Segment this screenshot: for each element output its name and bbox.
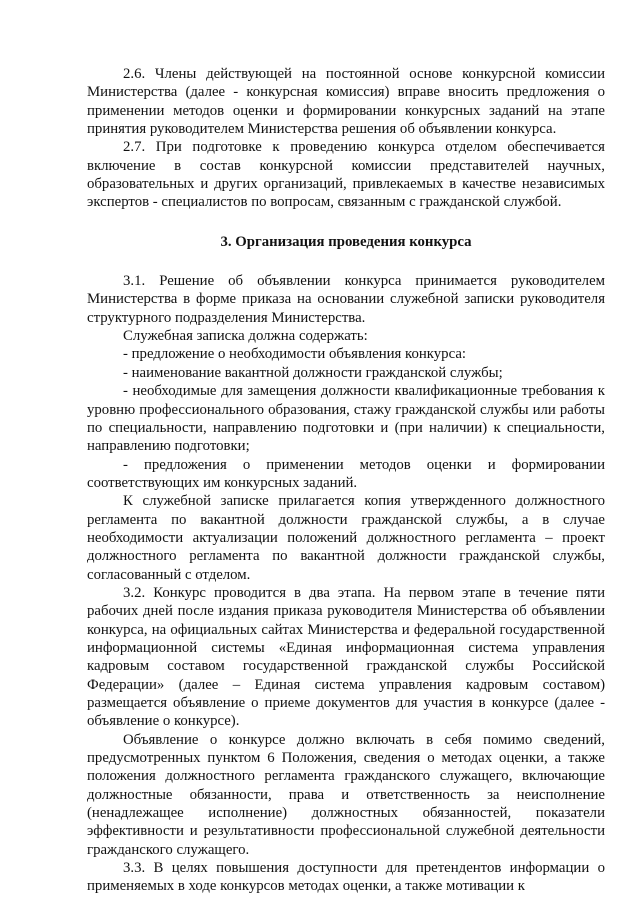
paragraph-3-1: 3.1. Решение об объявлении конкурса принимается руководителем Министерства в форме приказа на основании служебной записки руководителя структурного подразделения Министерства. [87,273,605,326]
list-item: - необходимые для замещения должности квалификационные требования к уровню профессионального образования, стажу гражданской службы или работы по специальности, направлению подготовки и (при наличии) к специальности, направлению подготовки; [87,383,605,455]
paragraph-memo-intro: Служебная записка должна содержать: [123,328,368,345]
paragraph-announcement: Объявление о конкурсе должно включать в себя помимо сведений, предусмотренных пунктом 6 Положения, сведения о методах оценки, а также положения должностного регламента гражданского служащего, включающие должностные обязанности, права и ответственность за неисполнение (ненадлежащее исполнение) должностных обязанностей, показатели эффективности и результативности профессиональной служебной деятельности гражданского служащего. [87,731,605,858]
list-item: - наименование вакантной должности гражданской службы; [123,364,503,381]
section-heading: 3. Организация проведения конкурса [220,233,472,250]
document-body [87,65,605,896]
paragraph-3-3: 3.3. В целях повышения доступности для претендентов информации о применяемых в ходе конкурсов методах оценки, а также мотивации к [87,860,605,895]
paragraph-2-7: 2.7. При подготовке к проведению конкурса отделом обеспечивается включение в состав конкурсной комиссии представителей научных, образовательных и других организаций, привлекаемых в качестве независимых экспертов - специалистов по вопросам, связанным с гражданской службой. [87,139,605,211]
paragraph-3-2: 3.2. Конкурс проводится в два этапа. На первом этапе в течение пяти рабочих дней после издания приказа руководителя Министерства об объявлении конкурса, на официальных сайтах Министерства и федеральной государственной информационной системы «Единая информационная система управления кадровым составом государственной гражданской службы Российской Федерации» (далее – Единая система управления кадровым составом) размещается объявление о приеме документов для участия в конкурсе (далее - объявление о конкурсе). [87,584,605,730]
paragraph-2-6: 2.6. Члены действующей на постоянной основе конкурсной комиссии Министерства (далее - конкурсная комиссия) вправе вносить предложения о применении методов оценки и формировании конкурсных заданий на этапе принятия руководителем Министерства решения об объявлении конкурса. [87,66,605,138]
list-item: - предложения о применении методов оценки и формировании соответствующих им конкурсных заданий. [87,456,605,491]
paragraph-attachment: К служебной записке прилагается копия утвержденного должностного регламента по вакантной должности гражданской службы, а в случае необходимости актуализации положений должностного регламента – проект должностного регламента по вакантной должности гражданской службы, согласованный с отделом. [87,493,605,583]
list-item: - предложение о необходимости объявления конкурса: [123,346,467,363]
